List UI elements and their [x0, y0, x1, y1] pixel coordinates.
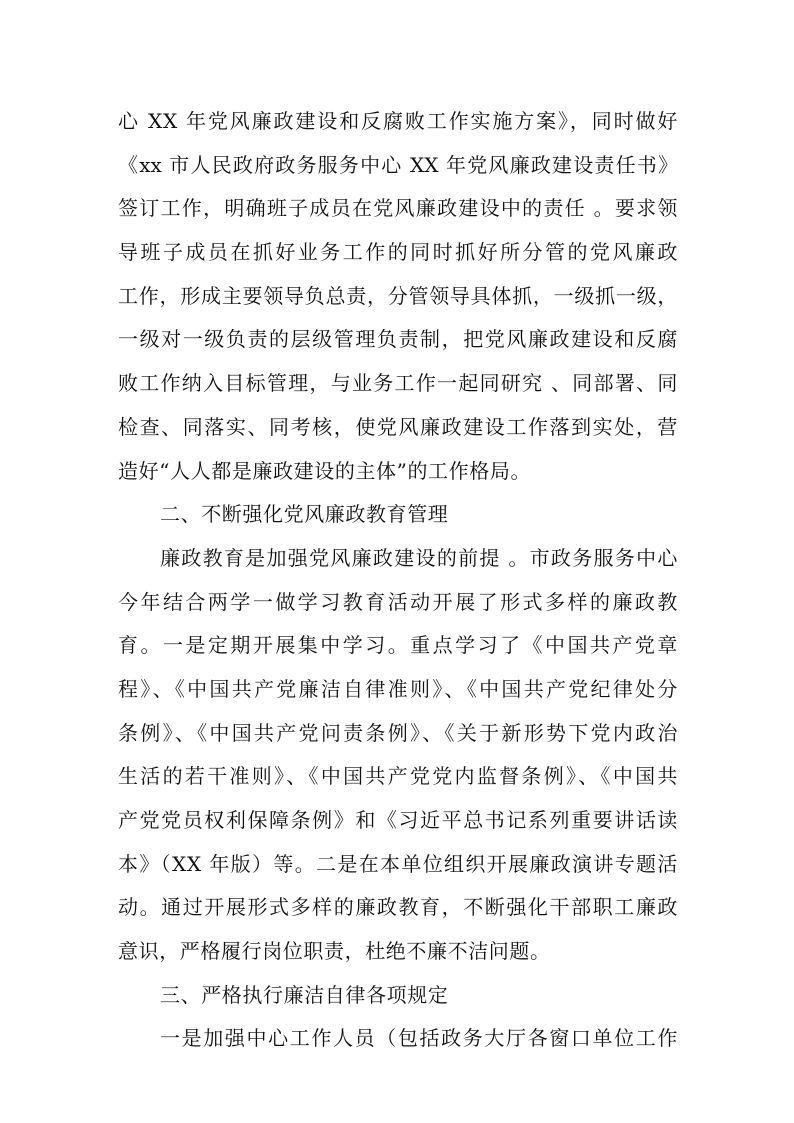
- document-body: [118, 100, 678, 1061]
- body-text-line: 一级对一级负责的层级管理负责制，把党风廉政建设和反腐: [118, 327, 678, 352]
- body-text-line: 心 XX 年党风廉政建设和反腐败工作实施方案》，同时做好: [118, 109, 678, 133]
- body-text-line: 《xx 市人民政府政务服务中心 XX 年党风廉政建设责任书》: [118, 152, 678, 177]
- body-text-line: 程》、《中国共产党廉洁自律准则》、《中国共产党纪律处分: [118, 676, 678, 701]
- section-heading: 二、不断强化党风廉政教育管理: [160, 502, 449, 527]
- body-text-line: 条例》、《中国共产党问责条例》、《关于新形势下党内政治: [118, 720, 678, 745]
- body-text-line: 育。一是定期开展集中学习。重点学习了《中国共产党章: [118, 633, 678, 658]
- section-heading: 三、严格执行廉洁自律各项规定: [160, 982, 449, 1007]
- body-text-line: 产党党员权利保障条例》和《习近平总书记系列重要讲话读: [118, 808, 678, 832]
- body-text-line: 今年结合两学一做学习教育活动开展了形式多样的廉政教: [118, 589, 678, 614]
- body-text-line: 动。通过开展形式多样的廉政教育，不断强化干部职工廉政: [118, 895, 678, 920]
- body-text-line: 本》（XX 年版）等。二是在本单位组织开展廉政演讲专题活: [118, 851, 678, 876]
- body-text-line: 工作，形成主要领导负总责，分管领导具体抓，一级抓一级，: [118, 283, 678, 308]
- body-text-line: 败工作纳入目标管理，与业务工作一起同研究 、同部署、同: [118, 371, 678, 396]
- paragraph-first-line: 一是加强中心工作人员（包括政务大厅各窗口单位工作: [160, 1026, 678, 1051]
- body-text-line: 检查、同落实、同考核，使党风廉政建设工作落到实处，营: [118, 414, 678, 439]
- body-text-line: 生活的若干准则》、《中国共产党党内监督条例》、《中国共: [118, 764, 678, 789]
- body-text-line: 签订工作，明确班子成员在党风廉政建设中的责任 。要求领: [118, 196, 678, 221]
- paragraph-first-line: 廉政教育是加强党风廉政建设的前提 。市政务服务中心: [160, 545, 678, 570]
- body-text-line: 造好“人人都是廉政建设的主体”的工作格局。: [118, 458, 532, 483]
- body-text-line: 导班子成员在抓好业务工作的同时抓好所分管的党风廉政: [118, 240, 678, 265]
- body-text-line: 意识，严格履行岗位职责，杜绝不廉不洁问题。: [118, 939, 551, 964]
